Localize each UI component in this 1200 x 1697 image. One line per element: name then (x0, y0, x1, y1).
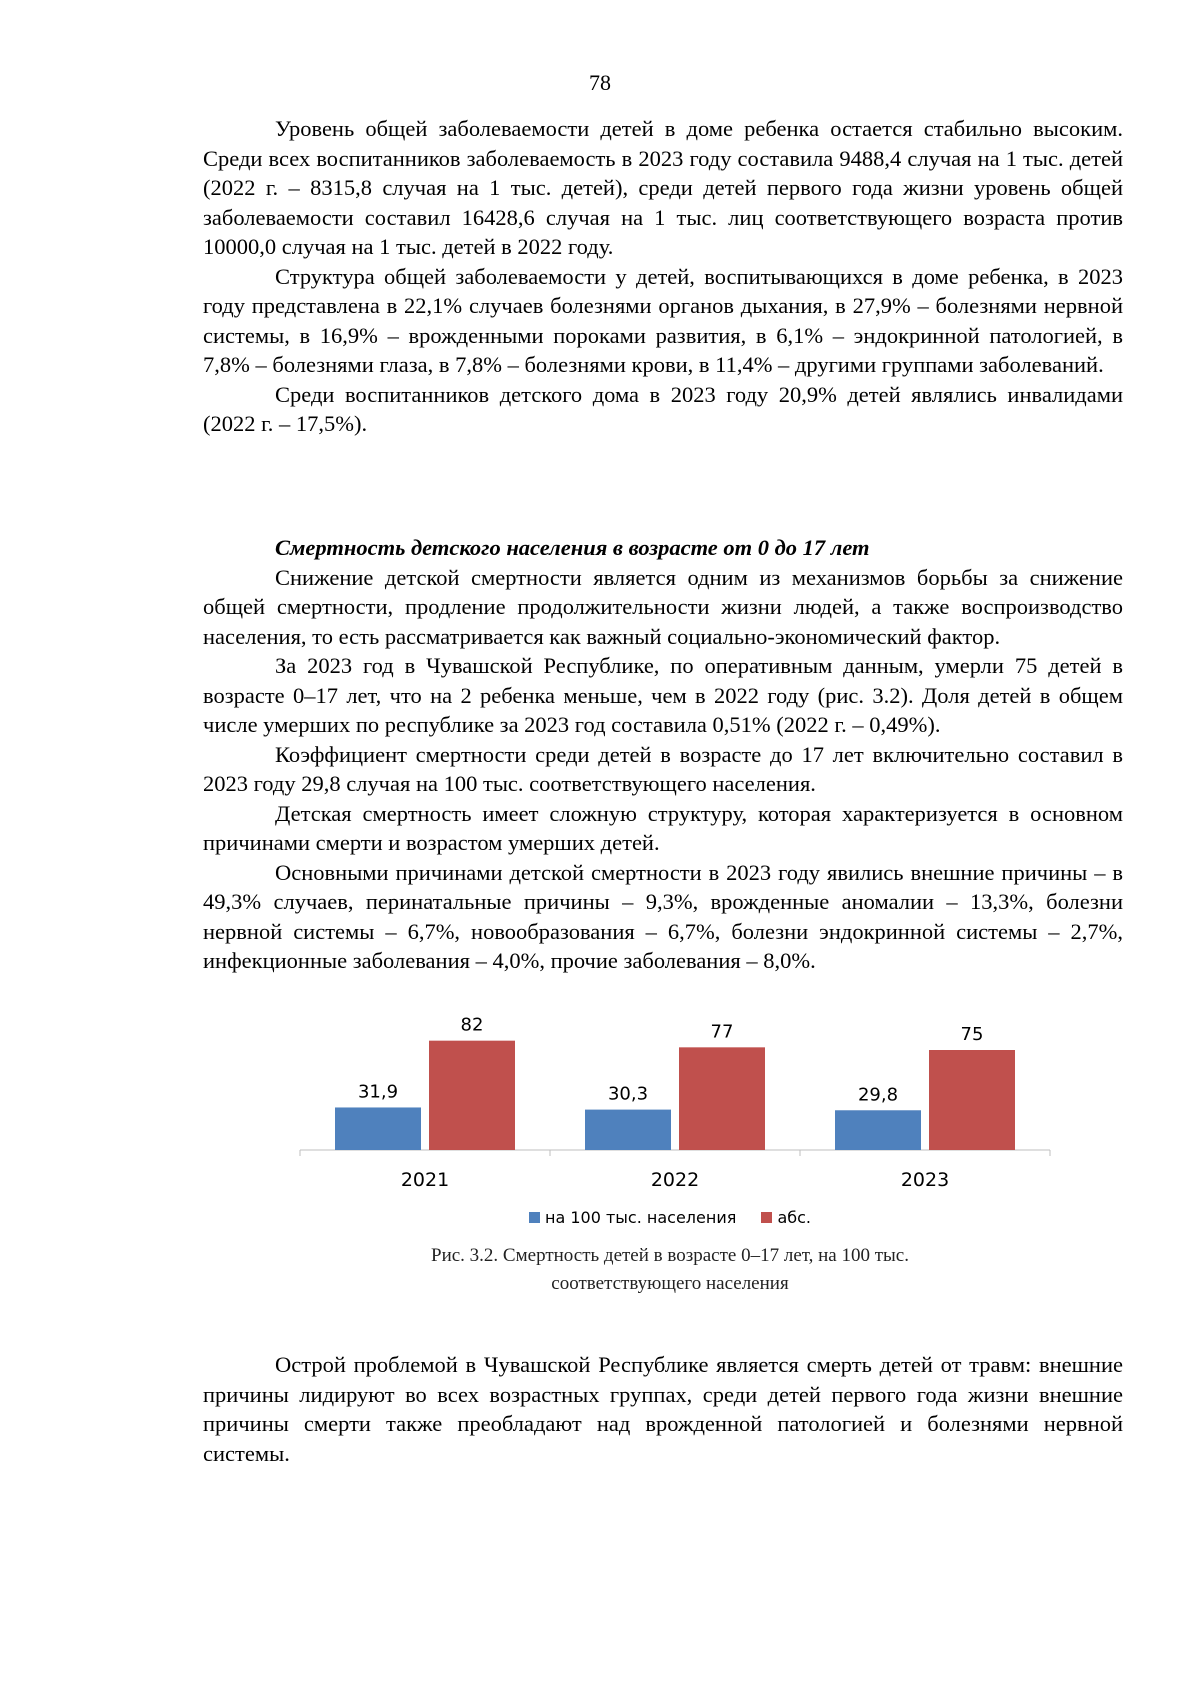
data-label: 82 (460, 1014, 484, 1036)
paragraph: Снижение детской смертности является одним из механизмов борьбы за снижение общей смертности, продление продолжительности жизни людей, а также воспроизводство населения, то есть рассматривается как важный социально-экономический фактор. (203, 564, 1123, 649)
legend-label: абс. (777, 1208, 811, 1227)
paragraph: За 2023 год в Чувашской Республике, по оперативным данным, умерли 75 детей в возрасте 0–17 лет, что на 2 ребенка меньше, чем в 2022 году (рис. 3.2). Доля детей в общем числе умерших по республике за 2023 год составила 0,51% (2022 г. – 0,49%). (203, 653, 1123, 737)
bar-rate-2021 (335, 1107, 421, 1150)
mortality-bar-chart (280, 1010, 1060, 1260)
bar-rate-2022 (585, 1110, 671, 1150)
x-tick-label: 2022 (650, 1169, 700, 1191)
x-tick-label: 2021 (400, 1169, 450, 1191)
paragraph: Острой проблемой в Чувашской Республике является смерть детей от травм: внешние причины лидируют во всех возрастных группах, среди детей первого года жизни внешние причины смерти также преобладают над врожденной патологией и болезнями нервной системы. (203, 1352, 1123, 1466)
legend-item-absolute (761, 1208, 811, 1227)
paragraph: Среди воспитанников детского дома в 2023 году 20,9% детей являлись инвалидами (2022 г. – 17,5%). (203, 381, 1123, 436)
bar-absolute-2021 (429, 1041, 515, 1150)
caption-line: соответствующего населения (551, 1273, 789, 1294)
chart-legend (280, 1208, 1060, 1227)
legend-swatch-red (761, 1212, 772, 1223)
legend-swatch-blue (529, 1212, 540, 1223)
data-label: 75 (960, 1024, 984, 1045)
chart-canvas (280, 1010, 1060, 1210)
legend-item-rate (529, 1208, 736, 1227)
section-heading: Смертность детского населения в возрасте от 0 до 17 лет (275, 535, 870, 560)
text-section-morbidity (203, 114, 1123, 439)
paragraph: Коэффициент смертности среди детей в возрасте до 17 лет включительно составил в 2023 году 29,8 случая на 100 тыс. соответствующего населения. (203, 741, 1123, 796)
bar-absolute-2022 (679, 1047, 765, 1150)
page-number: 78 (589, 70, 611, 95)
paragraph: Детская смертность имеет сложную структуру, которая характеризуется в основном причинами смерти и возрастом умерших детей. (203, 800, 1123, 855)
x-tick-label: 2023 (900, 1169, 950, 1191)
data-label: 30,3 (607, 1083, 649, 1105)
paragraph: Уровень общей заболеваемости детей в доме ребенка остается стабильно высоким. Среди всех воспитанников заболеваемость в 2023 году составила 9488,4 случая на 1 тыс. детей (2022 г. – 8315,8 случая на 1 тыс. детей), среди детей первого года жизни уровень общей заболеваемости составил 16428,6 случая на 1 тыс. лиц соответствующего возраста против 10000,0 случая на 1 тыс. детей в 2022 году. (203, 116, 1123, 259)
data-label: 77 (710, 1021, 734, 1043)
legend-label: на 100 тыс. населения (544, 1208, 737, 1227)
paragraph: Основными причинами детской смертности в 2023 году явились внешние причины – в 49,3% случаев, перинатальные причины – 9,3%, врожденные аномалии – 13,3%, болезни нервной системы – 6,7%, новообразования – 6,7%, болезни эндокринной системы – 2,7%, инфекционные заболевания – 4,0%, прочие заболевания – 8,0%. (203, 859, 1123, 973)
paragraph: Структура общей заболеваемости у детей, воспитывающихся в доме ребенка, в 2023 году представлена в 22,1% случаев болезнями органов дыхания, в 27,9% – болезнями нервной системы, в 16,9% – врожденными пороками развития, в 6,1% – эндокринной патологией, в 7,8% – болезнями глаза, в 7,8% – болезнями крови, в 11,4% – другими группами заболеваний. (203, 263, 1123, 377)
bar-absolute-2023 (929, 1050, 1015, 1150)
text-section-mortality (203, 533, 1123, 976)
text-section-injuries (203, 1350, 1123, 1468)
data-label: 29,8 (857, 1084, 899, 1106)
bar-rate-2023 (835, 1110, 921, 1150)
data-label: 31,9 (357, 1081, 399, 1103)
caption-line: Рис. 3.2. Смертность детей в возрасте 0–17 лет, на 100 тыс. (431, 1245, 909, 1266)
